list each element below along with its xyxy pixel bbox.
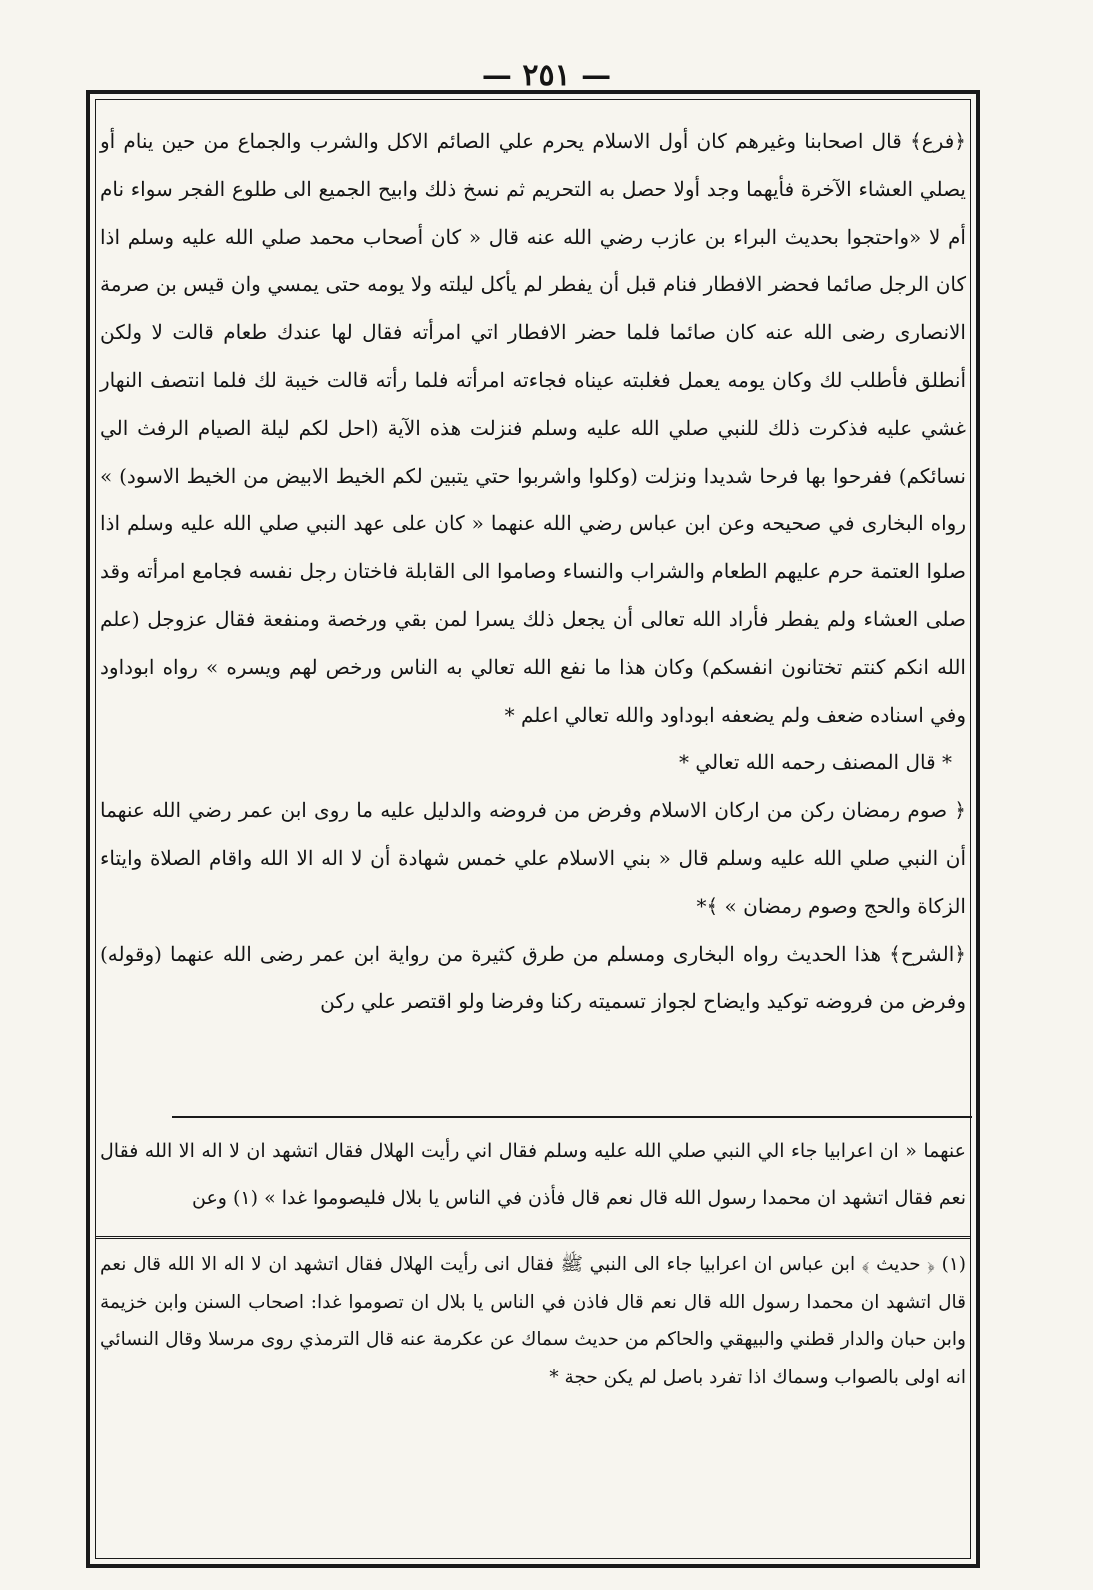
- page-number: — ٢٥١ —: [481, 58, 612, 93]
- section-divider: [172, 1116, 972, 1118]
- footnote-paragraph: (١) ﴿ حديث ﴾ ابن عباس ان اعرابيا جاء الى النبي ﷺ فقال انى رأيت الهلال فقال اتشهد ان لا اله الا الله قال نعم قال اتشهد ان محمدا رسول الله قال نعم قال فاذن في الناس يا بلال ان تصوموا غدا: اصحاب السنن وابن خزيمة وابن حبان والدار قطني والبيهقي والحاكم من حديث سماك عن عكرمة عنه قال الترمذي روى مرسلا وقال النسائي انه اولى بالصواب وسماك اذا تفرد باصل لم يكن حجة *: [100, 1254, 966, 1388]
- continuation-paragraph: عنهما « ان اعرابيا جاء الي النبي صلي الله عليه وسلم فقال اني رأيت الهلال فقال اتشهد ان لا اله الا الله فقال نعم فقال اتشهد ان محمدا رسول الله قال نعم قال فأذن في الناس يا بلال فليصوموا غدا » (١) وعن: [100, 1140, 966, 1209]
- paragraph-far: ﴿فرع﴾ قال اصحابنا وغيرهم كان أول الاسلام يحرم علي الصائم الاكل والشرب والجماع من حين ينام أو يصلي العشاء الآخرة فأيهما وجد أولا حصل به التحريم ثم نسخ ذلك وابيح الجميع الى طلوع الفجر سواء نام أم لا «واحتجوا بحديث البراء بن عازب رضي الله عنه قال « كان أصحاب محمد صلي الله عليه وسلم اذا كان الرجل صائما فحضر الافطار فنام قبل أن يفطر لم يأكل ليلته ولا يومه حتى يمسي وان قيس بن صرمة الانصارى رضى الله عنه كان صائما فلما حضر الافطار اتي امرأته فقال لها عندك طعام قالت لا ولكن أنطلق فأطلب لك وكان يومه يعمل فغلبته عيناه فجاءته امرأته فلما رأته قالت خيبة لك فلما انتصف النهار غشي عليه فذكرت ذلك للنبي صلي الله عليه وسلم فنزلت هذه الآية (احل لكم ليلة الصيام الرفث الي نسائكم) ففرحوا بها فرحا شديدا ونزلت (وكلوا واشربوا حتي يتبين لكم الخيط الابيض من الخيط الاسود) » رواه البخارى في صحيحه وعن ابن عباس رضي الله عنهما « كان على عهد النبي صلي الله عليه وسلم اذا صلوا العتمة حرم عليهم الطعام والشراب والنساء وصاموا الى القابلة فاختان رجل نفسه فجامع امرأته وقد صلى العشاء ولم يفطر فأراد الله تعالى أن يجعل ذلك يسرا لمن بقي ورخصة ومنفعة فقال عزوجل (علم الله انكم كنتم تختانون انفسكم) وكان هذا ما نفع الله تعالي به الناس ورخص لهم ويسره » رواه ابوداود وفي اسناده ضعف ولم يضعفه ابوداود والله تعالي اعلم *: [100, 129, 966, 727]
- paragraph-author-heading: * قال المصنف رحمه الله تعالي *: [679, 750, 952, 775]
- paragraph-matn: ﴿ صوم رمضان ركن من اركان الاسلام وفرض من فروضه والدليل عليه ما روى ابن عمر رضي الله عنهما أن النبي صلي الله عليه وسلم قال « بني الاسلام علي خمس شهادة أن لا اله الا الله واقام الصلاة وايتاء الزكاة والحج وصوم رمضان » ﴾*: [100, 798, 966, 918]
- footnote-divider: [96, 1236, 970, 1239]
- continuation-text: [100, 1128, 966, 1222]
- main-text: [100, 118, 966, 1026]
- footnote: [100, 1246, 966, 1396]
- paragraph-sharh: ﴿الشرح﴾ هذا الحديث رواه البخارى ومسلم من طرق كثيرة من رواية ابن عمر رضى الله عنهما (وقوله) وفرض من فروضه توكيد وايضاح لجواز تسميته ركنا وفرضا ولو اقتصر علي ركن: [100, 941, 966, 1014]
